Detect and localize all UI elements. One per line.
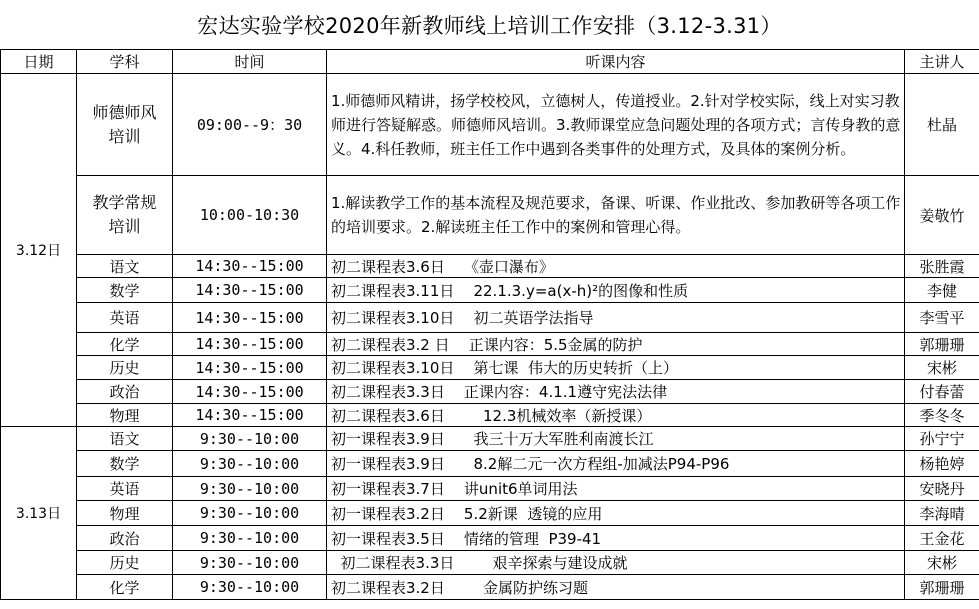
table-row <box>1 333 979 356</box>
content-cell[interactable]: 初二课程表3.6日 《壶口瀑布》 <box>327 255 905 278</box>
subject-cell[interactable]: 英语 <box>77 477 173 501</box>
teacher-cell[interactable]: 李雪平 <box>905 303 979 333</box>
header-content[interactable]: 听课内容 <box>327 50 905 74</box>
header-teacher[interactable]: 主讲人 <box>905 50 979 74</box>
content-cell[interactable]: 初二课程表3.2日 金属防护练习题 <box>327 575 905 600</box>
table-row <box>1 451 979 477</box>
time-cell[interactable]: 9:30--10:00 <box>173 575 327 600</box>
table-row <box>1 427 979 451</box>
table-row <box>1 356 979 380</box>
subject-cell[interactable]: 政治 <box>77 526 173 551</box>
teacher-cell[interactable]: 宋彬 <box>905 551 979 575</box>
subject-cell[interactable] <box>77 176 173 255</box>
content-cell[interactable]: 1.师德师风精讲，扬学校校风，立德树人，传道授业。2.针对学校实际，线上对实习教师进行答疑解惑。师德师风培训。3.教师课堂应急问题处理的各项方式；言传身教的意义。4.科任教师，班主任工作中遇到各类事件的处理方式，及具体的案例分析。 <box>327 74 905 176</box>
teacher-cell[interactable]: 杜晶 <box>905 74 979 176</box>
sheet-title: 宏达实验学校2020年新教师线上培训工作安排（3.12-3.31） <box>197 14 782 38</box>
content-cell[interactable]: 初二课程表3.6日 12.3机械效率（新授课） <box>327 404 905 427</box>
time-cell[interactable]: 14:30--15:00 <box>173 380 327 404</box>
teacher-cell[interactable]: 李海晴 <box>905 501 979 526</box>
teacher-cell[interactable]: 郭珊珊 <box>905 575 979 600</box>
subject-line: 培训 <box>108 217 141 236</box>
table-row <box>1 501 979 526</box>
table-row <box>1 74 979 176</box>
subject-cell[interactable]: 英语 <box>77 303 173 333</box>
content-cell[interactable]: 初二课程表3.3日 艰辛探索与建设成就 <box>327 551 905 575</box>
table-row <box>1 526 979 551</box>
teacher-cell[interactable]: 郭珊珊 <box>905 333 979 356</box>
table-row <box>1 303 979 333</box>
subject-cell[interactable]: 历史 <box>77 356 173 380</box>
time-cell[interactable]: 9:30--10:00 <box>173 501 327 526</box>
time-cell[interactable]: 14:30--15:00 <box>173 303 327 333</box>
table-row <box>1 278 979 303</box>
subject-cell[interactable]: 语文 <box>77 255 173 278</box>
subject-cell[interactable]: 政治 <box>77 380 173 404</box>
time-cell[interactable]: 14:30--15:00 <box>173 356 327 380</box>
teacher-cell[interactable]: 杨艳婷 <box>905 451 979 477</box>
content-cell[interactable]: 1.解读教学工作的基本流程及规范要求，备课、听课、作业批改、参加教研等各项工作的培训要求。2.解读班主任工作中的案例和管理心得。 <box>327 176 905 255</box>
subject-cell[interactable] <box>77 74 173 176</box>
subject-cell[interactable]: 化学 <box>77 333 173 356</box>
teacher-cell[interactable]: 孙宁宁 <box>905 427 979 451</box>
content-cell[interactable]: 初二课程表3.3日 正课内容：4.1.1遵守宪法法律 <box>327 380 905 404</box>
subject-cell[interactable]: 语文 <box>77 427 173 451</box>
time-cell[interactable]: 14:30--15:00 <box>173 255 327 278</box>
table-row <box>1 380 979 404</box>
subject-cell[interactable]: 物理 <box>77 404 173 427</box>
teacher-cell[interactable]: 李健 <box>905 278 979 303</box>
time-cell[interactable]: 9:30--10:00 <box>173 477 327 501</box>
teacher-cell[interactable]: 姜敬竹 <box>905 176 979 255</box>
subject-cell[interactable]: 化学 <box>77 575 173 600</box>
content-cell[interactable]: 初二课程表3.10日 初二英语学法指导 <box>327 303 905 333</box>
time-cell[interactable]: 9:30--10:00 <box>173 526 327 551</box>
schedule-table <box>0 49 979 600</box>
table-row <box>1 477 979 501</box>
time-cell[interactable]: 9:30--10:00 <box>173 427 327 451</box>
date-cell[interactable]: 3.12日 <box>1 74 77 427</box>
content-cell[interactable]: 初一课程表3.9日 我三十万大军胜利南渡长江 <box>327 427 905 451</box>
time-cell[interactable]: 9:30--10:00 <box>173 451 327 477</box>
subject-cell[interactable]: 物理 <box>77 501 173 526</box>
table-row <box>1 255 979 278</box>
time-cell[interactable]: 09:00--9：30 <box>173 74 327 176</box>
content-cell[interactable]: 初一课程表3.9日 8.2解二元一次方程组-加减法P94-P96 <box>327 451 905 477</box>
subject-cell[interactable]: 历史 <box>77 551 173 575</box>
header-date[interactable]: 日期 <box>1 50 77 74</box>
content-cell[interactable]: 初一课程表3.2日 5.2新课 透镜的应用 <box>327 501 905 526</box>
time-cell[interactable]: 14:30--15:00 <box>173 404 327 427</box>
content-cell[interactable]: 初一课程表3.5日 情绪的管理 P39-41 <box>327 526 905 551</box>
table-row <box>1 176 979 255</box>
content-cell[interactable]: 初一课程表3.7日 讲unit6单词用法 <box>327 477 905 501</box>
teacher-cell[interactable]: 宋彬 <box>905 356 979 380</box>
content-cell[interactable]: 初二课程表3.2 日 正课内容：5.5金属的防护 <box>327 333 905 356</box>
subject-line: 培训 <box>108 126 141 146</box>
time-cell[interactable]: 14:30--15:00 <box>173 278 327 303</box>
table-row <box>1 575 979 600</box>
header-row <box>1 50 979 74</box>
table-row <box>1 551 979 575</box>
time-cell[interactable]: 14:30--15:00 <box>173 333 327 356</box>
date-cell[interactable]: 3.13日 <box>1 427 77 600</box>
subject-cell[interactable]: 数学 <box>77 278 173 303</box>
teacher-cell[interactable]: 季冬冬 <box>905 404 979 427</box>
teacher-cell[interactable]: 付春蕾 <box>905 380 979 404</box>
content-cell[interactable]: 初二课程表3.11日 22.1.3.y=a(x-h)²的图像和性质 <box>327 278 905 303</box>
teacher-cell[interactable]: 张胜霞 <box>905 255 979 278</box>
content-cell[interactable]: 初二课程表3.10日 第七课 伟大的历史转折（上） <box>327 356 905 380</box>
teacher-cell[interactable]: 王金花 <box>905 526 979 551</box>
subject-line: 教学常规 <box>92 193 157 212</box>
time-cell[interactable]: 9:30--10:00 <box>173 551 327 575</box>
teacher-cell[interactable]: 安晓丹 <box>905 477 979 501</box>
time-cell[interactable]: 10:00-10:30 <box>173 176 327 255</box>
table-row <box>1 404 979 427</box>
header-subject[interactable]: 学科 <box>77 50 173 74</box>
subject-cell[interactable]: 数学 <box>77 451 173 477</box>
header-time[interactable]: 时间 <box>173 50 327 74</box>
subject-line: 师德师风 <box>92 102 157 122</box>
